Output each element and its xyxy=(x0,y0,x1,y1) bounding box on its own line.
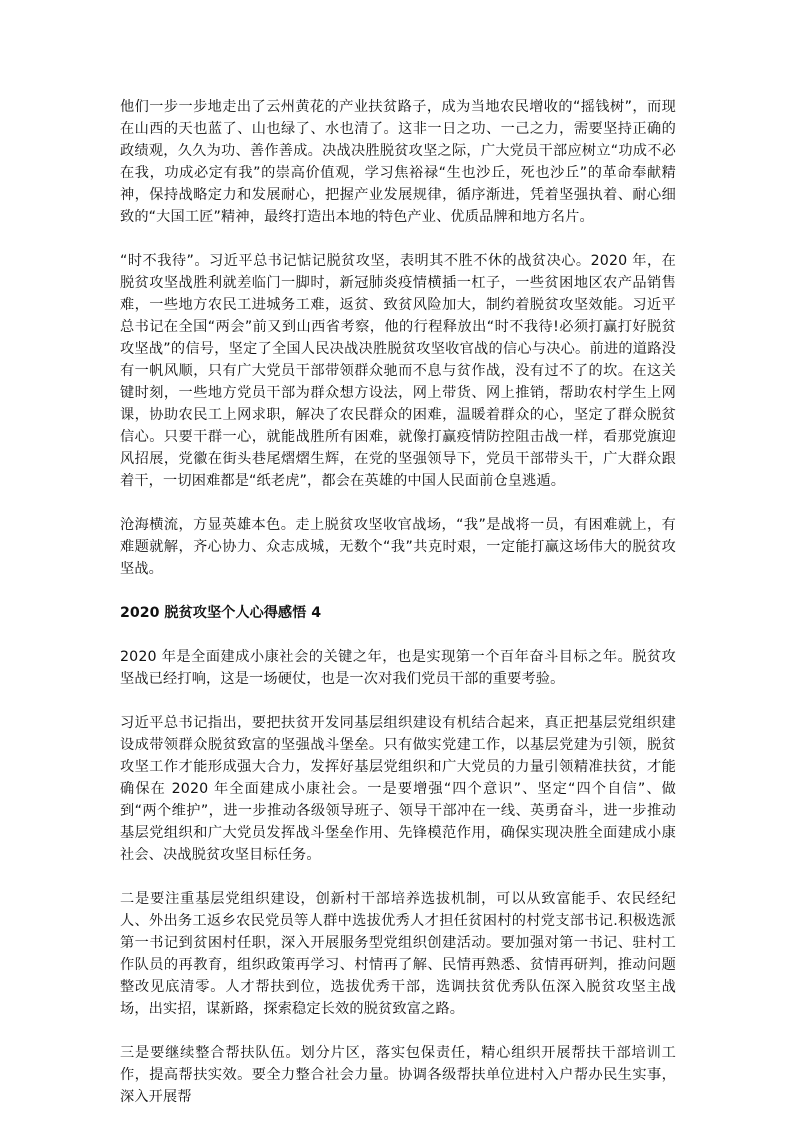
document-page xyxy=(120,96,676,1130)
body-paragraph: 沧海横流，方显英雄本色。走上脱贫攻坚收官战场，“我”是战将一员，有困难就上，有难题就解，齐心协力、众志成城，无数个“我”共克时艰，一定能打赢这场伟大的脱贫攻坚战。 xyxy=(120,517,676,577)
section-heading: 2020 脱贫攻坚个人心得感悟 4 xyxy=(120,605,322,621)
body-paragraph: 三是要继续整合帮扶队伍。划分片区，落实包保责任，精心组织开展帮扶干部培训工作，提高帮扶实效。要全力整合社会力量。协调各级帮扶单位进村入户帮办民生实事，深入开展帮 xyxy=(120,1045,676,1105)
body-paragraph: 二是要注重基层党组织建设，创新村干部培养选拔机制，可以从致富能手、农民经纪人、外出务工返乡农民党员等人群中选拔优秀人才担任贫困村的村党支部书记.积极选派第一书记到贫困村任职，深入开展服务型党组织创建活动。要加强对第一书记、驻村工作队员的再教育，组织政策再学习、村情再了解、民情再熟悉、贫情再研判，推动问题整改见底清零。人才帮扶到位，选拔优秀干部，选调扶贫优秀队伍深入脱贫攻坚主战场，出实招，谋新路，探索稳定长效的脱贫致富之路。 xyxy=(120,891,676,1017)
body-paragraph: 习近平总书记指出，要把扶贫开发同基层组织建设有机结合起来，真正把基层党组织建设成带领群众脱贫致富的坚强战斗堡垒。只有做实党建工作，以基层党建为引领，脱贫攻坚工作才能形成强大合力，发挥好基层党组织和广大党员的力量引领精准扶贫，才能确保在 2020 年全面建成小康社会。一是要增强“四个意识”、坚定“四个自信”、做到“两个维护”，进一步推动各级领导班子、领导干部冲在一线、英勇奋斗，进一步推动基层党组织和广大党员发挥战斗堡垒作用、先锋模范作用，确保实现决胜全面建成小康社会、决战脱贫攻坚目标任务。 xyxy=(120,715,676,863)
body-paragraph: 2020 年是全面建成小康社会的关键之年，也是实现第一个百年奋斗目标之年。脱贫攻坚战已经打响，这是一场硬仗，也是一次对我们党员干部的重要考验。 xyxy=(120,649,676,687)
body-paragraph: “时不我待”。习近平总书记惦记脱贫攻坚，表明其不胜不休的战贫决心。2020 年，在脱贫攻坚战胜利就差临门一脚时，新冠肺炎疫情横插一杠子，一些贫困地区农产品销售难，一些地方农民工进城务工难，返贫、致贫风险加大，制约着脱贫攻坚效能。习近平总书记在全国“两会”前又到山西省考察，他的行程释放出“时不我待!必须打赢打好脱贫攻坚战”的信号，坚定了全国人民决战决胜脱贫攻坚收官战的信心与决心。前进的道路没有一帆风顺，只有广大党员干部带领群众驰而不息与贫作战，没有过不了的坎。在这关键时刻，一些地方党员干部为群众想方设法，网上带货、网上推销，帮助农村学生上网课，协助农民工上网求职，解决了农民群众的困难，温暖着群众的心，坚定了群众脱贫信心。只要干群一心，就能战胜所有困难，就像打赢疫情防控阻击战一样，看那党旗迎风招展，党徽在街头巷尾熠熠生辉，在党的坚强领导下，党员干部带头干，广大群众跟着干，一切困难都是“纸老虎”，都会在英雄的中国人民面前仓皇逃遁。 xyxy=(120,253,676,489)
body-paragraph: 他们一步一步地走出了云州黄花的产业扶贫路子，成为当地农民增收的“摇钱树”，而现在山西的天也蓝了、山也绿了、水也清了。这非一日之功、一己之力，需要坚持正确的政绩观，久久为功、善作善成。决战决胜脱贫攻坚之际，广大党员干部应树立“功成不必在我，功成必定有我”的崇高价值观，学习焦裕禄“生也沙丘，死也沙丘”的革命奉献精神，保持战略定力和发展耐心，把握产业发展规律，循序渐进，凭着坚强执着、耐心细致的“大国工匠”精神，最终打造出本地的特色产业、优质品牌和地方名片。 xyxy=(120,99,676,225)
